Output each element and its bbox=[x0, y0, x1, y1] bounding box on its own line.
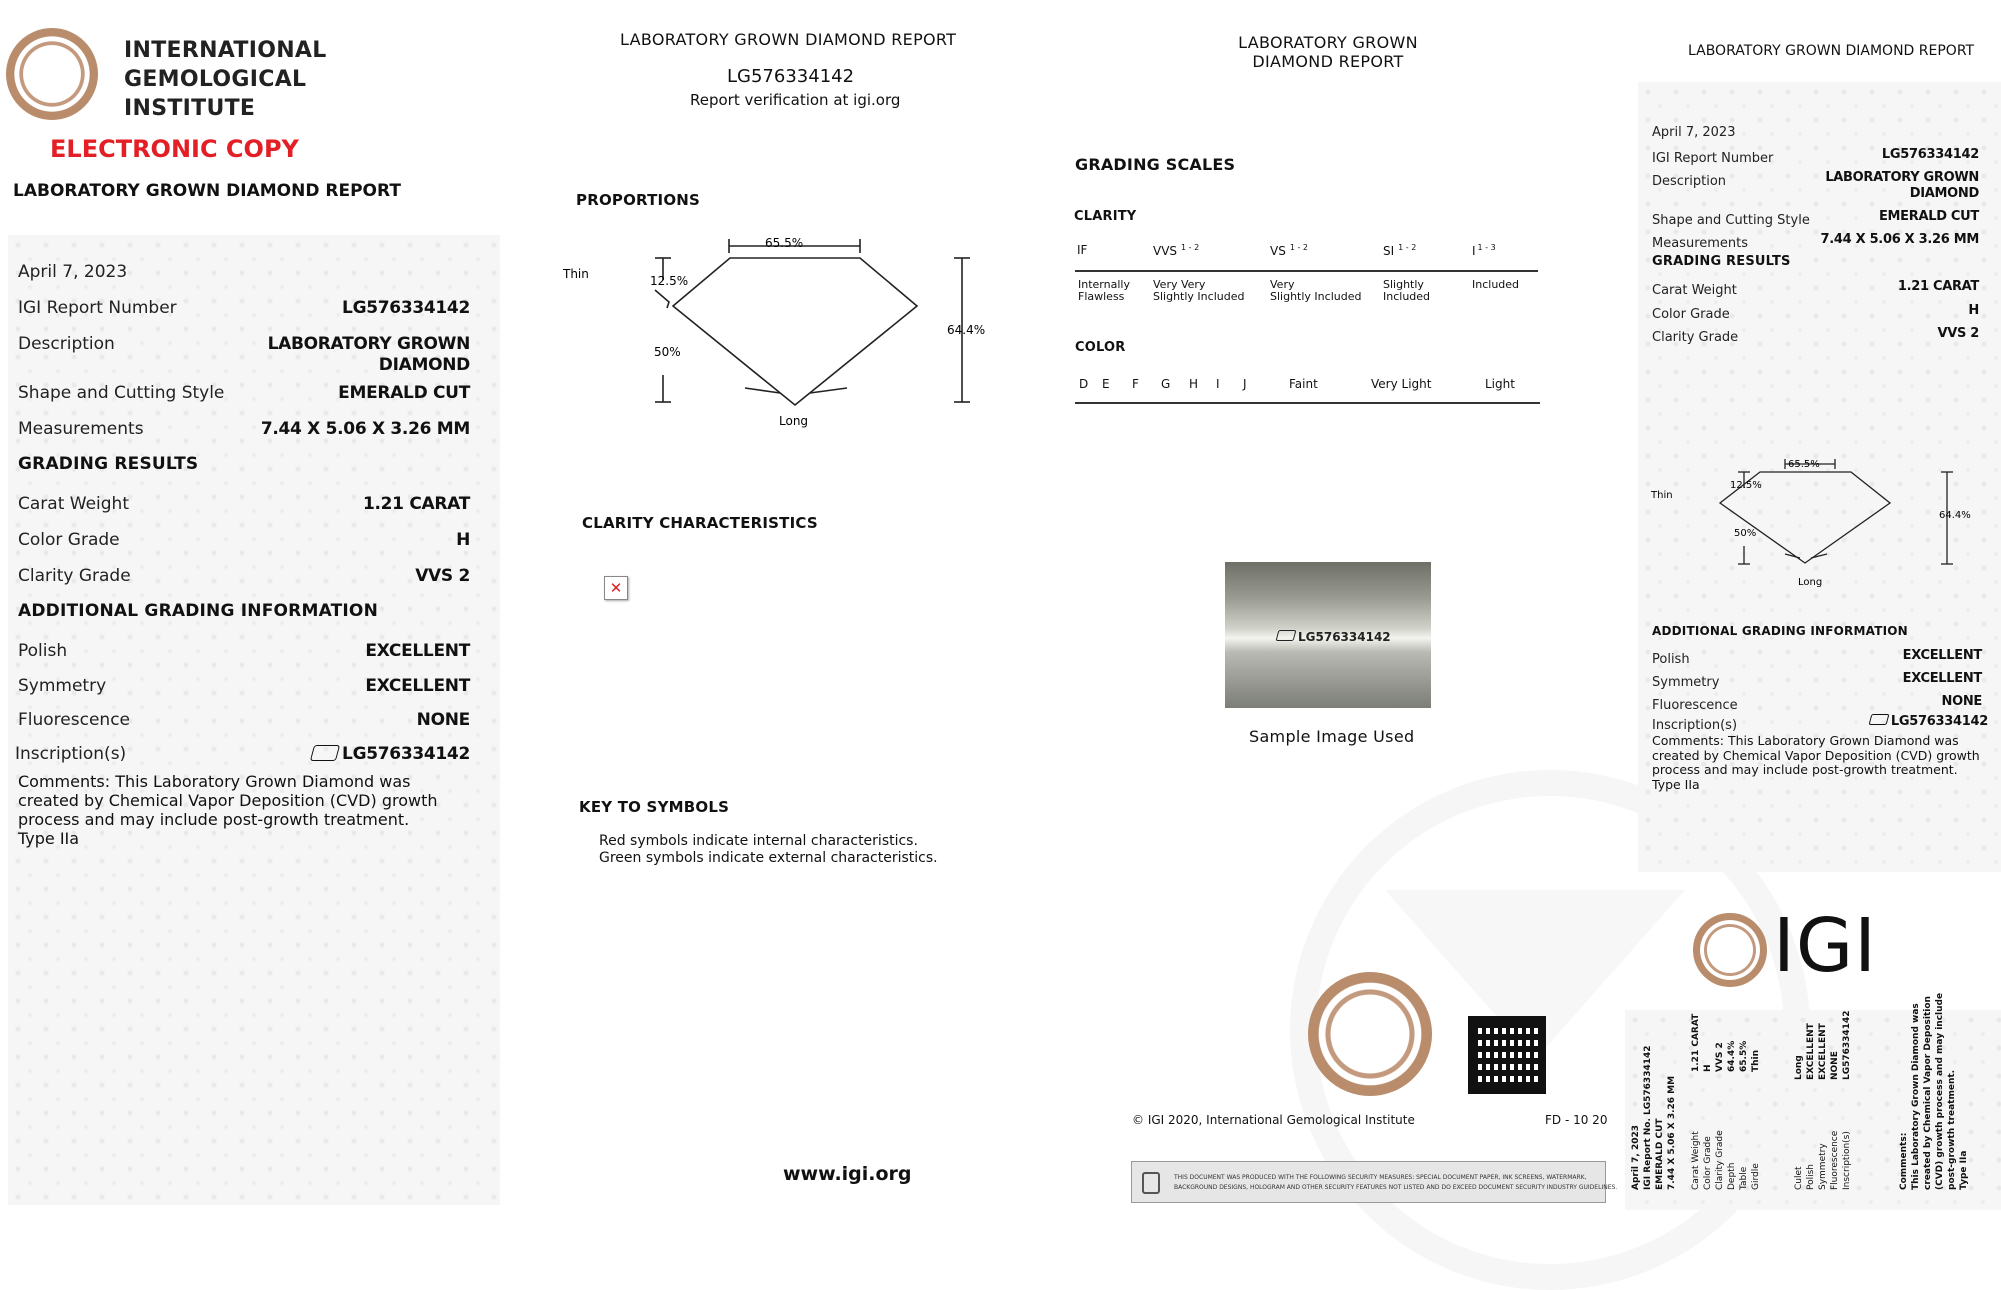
culet-value: Long bbox=[1798, 577, 1823, 588]
right-proportions-diagram bbox=[1645, 450, 1975, 600]
comment-line: created by Chemical Vapor Deposition (CVD) growth bbox=[18, 791, 438, 810]
row-value: EXCELLENT bbox=[365, 641, 470, 661]
row-value: LG576334142 bbox=[1870, 714, 1988, 729]
security-notice bbox=[1131, 1161, 1618, 1203]
row-label: Clarity Grade bbox=[1652, 330, 1739, 345]
brand-line-1: INTERNATIONAL bbox=[124, 38, 327, 63]
girdle-value: Thin bbox=[563, 267, 589, 281]
igi-logo-text: IGI bbox=[1773, 903, 1877, 989]
stub-col4-comments: Comments: This Laboratory Grown Diamond was created by Chemical Vapor Deposition (CVD) growth process and may include post-growth treatment. Type IIa bbox=[1899, 992, 1969, 1190]
row-label: Clarity Grade bbox=[18, 566, 131, 586]
comment-line: process and may include post-growth treatment. bbox=[18, 810, 410, 829]
row-label: Measurements bbox=[18, 419, 144, 439]
clarity-characteristics-header: CLARITY CHARACTERISTICS bbox=[582, 514, 818, 532]
clarity-code-vs: VS $^{1 - 2}$ bbox=[1270, 243, 1308, 258]
row-value: 7.44 X 5.06 X 3.26 MM bbox=[260, 419, 470, 439]
row-label: Inscription(s) bbox=[1652, 718, 1738, 733]
center-report-title bbox=[1193, 33, 1463, 71]
key-line-red: Red symbols indicate internal characteristics. bbox=[599, 833, 918, 849]
color-range: Very Light bbox=[1371, 377, 1432, 391]
row-value bbox=[312, 744, 470, 764]
row-label: Carat Weight bbox=[1652, 283, 1737, 298]
report-row bbox=[15, 744, 470, 764]
middle-report-title: LABORATORY GROWN DIAMOND REPORT bbox=[620, 30, 957, 49]
row-value: 1.21 CARAT bbox=[1897, 279, 1979, 294]
report-row bbox=[1652, 714, 1988, 733]
stub-col3-values: Long EXCELLENT EXCELLENT NONE LG576334142 bbox=[1794, 1010, 1852, 1080]
report-row bbox=[18, 566, 470, 586]
qr-code bbox=[1468, 1016, 1546, 1094]
clarity-scale-header: CLARITY bbox=[1074, 209, 1137, 224]
grading-results-header: GRADING RESULTS bbox=[18, 454, 199, 474]
key-to-symbols-header: KEY TO SYMBOLS bbox=[579, 798, 730, 816]
row-value: 1.21 CARAT bbox=[362, 494, 470, 514]
clarity-desc: Included bbox=[1472, 278, 1520, 291]
proportions-diagram bbox=[555, 230, 995, 440]
key-lines bbox=[599, 833, 938, 867]
row-value: H bbox=[1968, 303, 1979, 318]
row-value: EMERALD CUT bbox=[338, 383, 470, 403]
inscription-value: LG576334142 bbox=[342, 744, 470, 764]
row-value: LG576334142 bbox=[342, 298, 470, 318]
brand-line-2: GEMOLOGICAL bbox=[124, 67, 307, 92]
clarity-scale bbox=[1075, 243, 1538, 308]
row-value: NONE bbox=[1941, 694, 1982, 709]
center-title-line: DIAMOND REPORT bbox=[1252, 52, 1404, 71]
color-code: H bbox=[1189, 377, 1199, 391]
clarity-code-if: IF bbox=[1077, 243, 1088, 257]
row-value: EXCELLENT bbox=[1902, 648, 1982, 663]
stub-col2-labels: Carat Weight Color Grade Clarity Grade Depth Table Girdle bbox=[1691, 1130, 1761, 1190]
row-value-cont: DIAMOND bbox=[1909, 186, 1979, 201]
row-label: IGI Report Number bbox=[18, 298, 177, 318]
row-label: Inscription(s) bbox=[15, 744, 127, 764]
color-scale-rule bbox=[1075, 402, 1540, 404]
comment-line: Type IIa bbox=[18, 829, 80, 848]
crown-value: 12.5% bbox=[650, 274, 689, 288]
clarity-desc: Internally Flawless bbox=[1078, 278, 1130, 303]
stub-col1: April 7, 2023 IGI Report No. LG576334142 EMERALD CUT 7.44 X 5.06 X 3.26 MM bbox=[1631, 1045, 1677, 1190]
brand-name bbox=[124, 36, 327, 123]
pavilion-value: 50% bbox=[1734, 528, 1757, 539]
table-value: 65.5% bbox=[1788, 459, 1820, 470]
igi-seal-logo bbox=[6, 28, 98, 120]
comment-line: Comments: This Laboratory Grown Diamond was bbox=[1652, 733, 1959, 748]
report-row bbox=[18, 676, 470, 696]
color-code: F bbox=[1132, 377, 1139, 391]
report-date: April 7, 2023 bbox=[1652, 125, 1736, 140]
igi-inscription-icon bbox=[310, 745, 340, 761]
clarity-code-vvs: VVS $^{1 - 2}$ bbox=[1153, 243, 1200, 258]
middle-report-number: LG576334142 bbox=[727, 66, 855, 87]
key-line-green: Green symbols indicate external characteristics. bbox=[599, 850, 938, 866]
igi-seal-large bbox=[1308, 972, 1432, 1096]
row-value: LG576334142 bbox=[1881, 147, 1979, 162]
comment-line: Comments: This Laboratory Grown Diamond was bbox=[18, 772, 411, 791]
table-value: 65.5% bbox=[765, 236, 804, 250]
color-range: Faint bbox=[1289, 377, 1318, 391]
clarity-desc: Very Slightly Included bbox=[1270, 278, 1362, 303]
stub-col2-values: 1.21 CARAT H VVS 2 64.4% 65.5% Thin bbox=[1691, 1013, 1761, 1072]
row-label: Symmetry bbox=[1652, 675, 1720, 690]
pavilion-value: 50% bbox=[654, 345, 681, 359]
grading-scales-header: GRADING SCALES bbox=[1075, 155, 1236, 174]
igi-inscription-icon bbox=[1868, 714, 1889, 725]
girdle-pointer bbox=[655, 290, 669, 308]
row-value: EXCELLENT bbox=[365, 676, 470, 696]
depth-value: 64.4% bbox=[947, 323, 986, 337]
sample-inscription-image bbox=[1225, 562, 1431, 708]
security-text: THIS DOCUMENT WAS PRODUCED WITH THE FOLLOWING SECURITY MEASURES: SPECIAL DOCUMENT PAPER, INK SCREENS, WATERMARK, BACKGROUND DESIGNS, HOLOGRAM AND OTHER SECURITY FEATURES NOT LISTED AND DO EXCEED DOCUMENT SECURITY INDUSTRY GUIDELINES. bbox=[1174, 1174, 1618, 1191]
row-value-cont: DIAMOND bbox=[378, 355, 470, 375]
report-row bbox=[18, 334, 470, 375]
row-label: Color Grade bbox=[18, 530, 120, 550]
clarity-code-si: SI $^{1 - 2}$ bbox=[1383, 243, 1417, 258]
right-report-title: LABORATORY GROWN DIAMOND REPORT bbox=[1688, 43, 1975, 59]
color-code: E bbox=[1102, 377, 1110, 391]
row-value: 7.44 X 5.06 X 3.26 MM bbox=[1820, 232, 1979, 247]
row-value: LABORATORY GROWN bbox=[1825, 170, 1979, 185]
verification-text: Report verification at igi.org bbox=[690, 91, 901, 109]
report-row bbox=[18, 383, 470, 403]
row-value: VVS 2 bbox=[415, 566, 470, 586]
report-row bbox=[18, 710, 470, 730]
color-range: Light bbox=[1485, 377, 1515, 391]
culet-marks bbox=[745, 388, 847, 393]
girdle-value: Thin bbox=[1651, 490, 1673, 501]
row-label: Measurements bbox=[1652, 236, 1749, 251]
crown-value: 12.5% bbox=[1730, 480, 1762, 491]
clarity-desc: Slightly Included bbox=[1383, 278, 1431, 303]
row-label: Polish bbox=[1652, 652, 1690, 667]
row-label: Shape and Cutting Style bbox=[18, 383, 225, 403]
report-row bbox=[18, 530, 470, 550]
report-row bbox=[1652, 694, 1982, 713]
row-value: H bbox=[456, 530, 470, 550]
center-title-line: LABORATORY GROWN bbox=[1238, 33, 1418, 52]
color-scale-header: COLOR bbox=[1075, 340, 1126, 355]
row-value: LABORATORY GROWN bbox=[267, 334, 470, 354]
report-row bbox=[18, 641, 470, 661]
clarity-desc: Very Very Slightly Included bbox=[1153, 278, 1245, 303]
row-label: Fluorescence bbox=[18, 710, 130, 730]
report-row bbox=[1652, 209, 1979, 228]
color-code: D bbox=[1079, 377, 1089, 391]
color-code: J bbox=[1243, 377, 1247, 391]
website-link[interactable]: www.igi.org bbox=[783, 1163, 912, 1185]
comment-line: Type IIa bbox=[1652, 776, 1700, 792]
proportions-header: PROPORTIONS bbox=[576, 191, 701, 209]
comments bbox=[18, 772, 437, 848]
igi-seal-logo bbox=[1693, 913, 1767, 987]
additional-info-header: ADDITIONAL GRADING INFORMATION bbox=[1652, 624, 1908, 638]
lock-icon bbox=[1142, 1172, 1160, 1194]
copyright-text: © IGI 2020, International Gemological Institute bbox=[1132, 1113, 1415, 1127]
culet-value: Long bbox=[779, 414, 809, 428]
report-row bbox=[18, 419, 470, 439]
color-scale bbox=[1075, 377, 1540, 407]
report-row bbox=[18, 298, 470, 318]
report-row bbox=[1652, 303, 1979, 322]
electronic-copy-label: ELECTRONIC COPY bbox=[50, 135, 299, 163]
clarity-scale-rule bbox=[1075, 270, 1538, 272]
brand-line-3: INSTITUTE bbox=[124, 96, 256, 121]
report-row bbox=[1652, 648, 1982, 667]
sample-image-caption: Sample Image Used bbox=[1249, 727, 1415, 746]
row-label: Fluorescence bbox=[1652, 698, 1738, 713]
report-row bbox=[18, 494, 470, 514]
report-date: April 7, 2023 bbox=[18, 262, 128, 282]
report-row bbox=[1652, 170, 1979, 201]
row-value: EXCELLENT bbox=[1902, 671, 1982, 686]
report-row bbox=[1652, 147, 1979, 166]
form-code: FD - 10 20 bbox=[1545, 1113, 1608, 1127]
row-value: EMERALD CUT bbox=[1878, 209, 1979, 224]
additional-info-header: ADDITIONAL GRADING INFORMATION bbox=[18, 601, 379, 621]
row-label: Carat Weight bbox=[18, 494, 129, 514]
depth-value: 64.4% bbox=[1939, 510, 1971, 521]
row-label: Description bbox=[18, 334, 115, 354]
report-row bbox=[1652, 279, 1979, 298]
color-code: I bbox=[1216, 377, 1220, 391]
comments bbox=[1652, 734, 1980, 792]
row-value: NONE bbox=[416, 710, 470, 730]
broken-image-icon: ✕ bbox=[604, 576, 628, 600]
row-value: VVS 2 bbox=[1937, 326, 1979, 341]
diamond-outline bbox=[673, 258, 917, 405]
row-label: Symmetry bbox=[18, 676, 107, 696]
row-label: Shape and Cutting Style bbox=[1652, 213, 1810, 228]
comment-line: created by Chemical Vapor Deposition (CVD) growth bbox=[1652, 747, 1980, 763]
grading-results-header: GRADING RESULTS bbox=[1652, 254, 1791, 269]
report-row bbox=[1652, 326, 1979, 345]
report-row bbox=[1652, 671, 1982, 690]
sample-inscription-text: LG576334142 bbox=[1277, 630, 1391, 644]
left-report-title: LABORATORY GROWN DIAMOND REPORT bbox=[13, 181, 401, 201]
report-row bbox=[1652, 232, 1979, 251]
row-label: Polish bbox=[18, 641, 68, 661]
row-label: Color Grade bbox=[1652, 307, 1730, 322]
color-code: G bbox=[1161, 377, 1171, 391]
stub-col3-labels: Culet Polish Symmetry Fluorescence Inscription(s) bbox=[1794, 1130, 1852, 1190]
comment-line: process and may include post-growth treatment. bbox=[1652, 762, 1958, 777]
row-label: IGI Report Number bbox=[1652, 151, 1774, 166]
row-label: Description bbox=[1652, 174, 1727, 189]
clarity-code-i: I $^{1 - 3}$ bbox=[1472, 243, 1496, 258]
igi-inscription-icon bbox=[1276, 630, 1297, 641]
